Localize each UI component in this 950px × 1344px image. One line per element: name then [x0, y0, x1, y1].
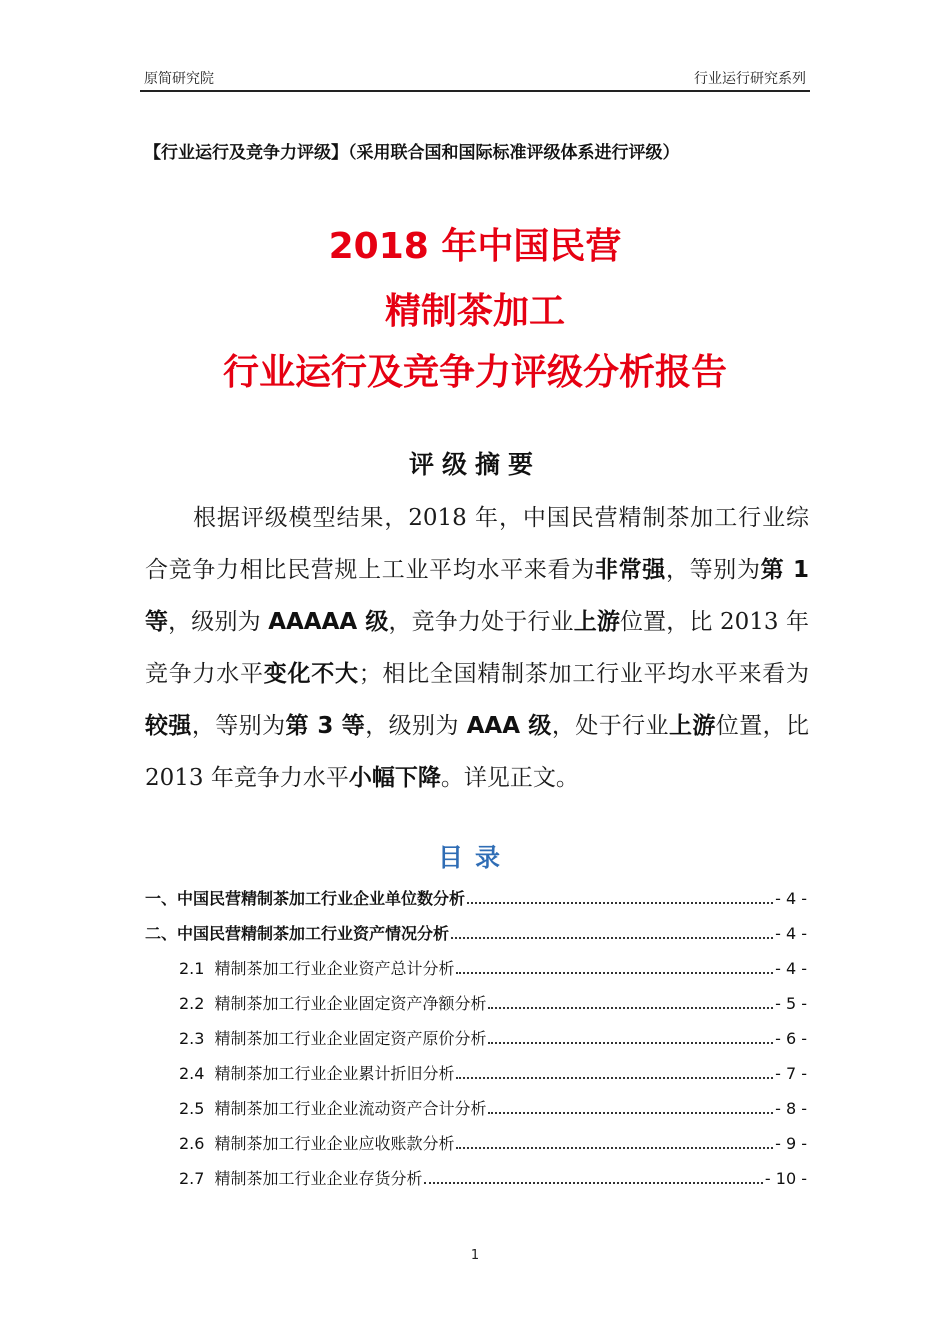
toc-entry-title: 精制茶加工行业企业固定资产净额分析	[214, 994, 487, 1013]
toc-dot-leader	[467, 901, 773, 904]
summary-text: ，级别为	[168, 609, 269, 635]
toc-entry[interactable]	[145, 991, 807, 1026]
toc-dot-leader	[488, 1111, 773, 1114]
toc-dot-leader	[488, 1041, 773, 1044]
summary-highlight: 上游	[668, 713, 716, 739]
summary-text: 位置，比 2013 年竞争力水平	[145, 713, 810, 791]
toc-entry-page: - 8 -	[775, 1099, 807, 1118]
toc-entry-title: 一、中国民营精制茶加工行业企业单位数分析	[145, 889, 466, 908]
table-of-contents	[145, 886, 807, 1201]
toc-entry[interactable]	[145, 921, 807, 956]
toc-entry[interactable]	[145, 1131, 807, 1166]
summary-highlight: 变化不大	[263, 661, 359, 687]
summary-highlight: AAAAA 级	[268, 609, 389, 635]
report-title-line-1: 2018 年中国民营	[328, 226, 622, 267]
summary-text: ，等别为	[665, 557, 761, 583]
summary-highlight: 第 3 等	[285, 713, 366, 739]
summary-text: ，竞争力处于行业	[388, 609, 574, 635]
toc-dot-leader	[456, 1146, 773, 1149]
summary-text: 。详见正文。	[440, 765, 579, 791]
toc-entry-number: 2.1	[179, 959, 205, 978]
toc-entry-number: 2.3	[179, 1029, 205, 1048]
toc-entry-page: - 9 -	[775, 1134, 807, 1153]
summary-highlight: 上游	[573, 609, 620, 635]
toc-entry-page: - 4 -	[775, 889, 807, 908]
rating-note: 【行业运行及竞争力评级】（采用联合国和国际标准评级体系进行评级）	[144, 143, 680, 163]
toc-entry-number: 2.5	[179, 1099, 205, 1118]
summary-text: ，级别为	[365, 713, 467, 739]
toc-entry-page: - 4 -	[775, 959, 807, 978]
toc-dot-leader	[488, 1006, 773, 1009]
report-title-line-3: 行业运行及竞争力评级分析报告	[222, 352, 727, 393]
summary-highlight: 非常强	[594, 557, 666, 583]
toc-entry-title: 精制茶加工行业企业流动资产合计分析	[214, 1099, 487, 1118]
toc-entry-title: 二、中国民营精制茶加工行业资产情况分析	[145, 924, 450, 943]
toc-entry-number: 2.6	[179, 1134, 205, 1153]
toc-dot-leader	[456, 1076, 773, 1079]
toc-entry[interactable]	[145, 1096, 807, 1131]
summary-highlight: 较强	[145, 713, 192, 739]
toc-entry-title: 精制茶加工行业企业资产总计分析	[214, 959, 455, 978]
toc-entry[interactable]	[145, 1061, 807, 1096]
summary-text: 位置，比 2013 年竞争力水平	[145, 609, 810, 687]
page-header	[144, 68, 806, 90]
summary-text: 根据评级模型结果，2018 年，中国民营精制茶加工行业综合竞争力相比民营规上工业平均水平来看为	[145, 505, 809, 583]
summary-highlight: 第 1 等	[145, 557, 810, 635]
summary-text: ；相比全国精制茶加工行业平均水平来看为	[358, 661, 810, 687]
summary-paragraph	[145, 492, 809, 804]
toc-entry-title: 精制茶加工行业企业应收账款分析	[214, 1134, 455, 1153]
toc-entry-number: 2.7	[179, 1169, 205, 1188]
toc-entry-page: - 6 -	[775, 1029, 807, 1048]
toc-entry-page: - 5 -	[775, 994, 807, 1013]
toc-entry[interactable]	[145, 956, 807, 991]
toc-dot-leader	[424, 1181, 762, 1184]
toc-entry-page: - 10 -	[764, 1169, 807, 1188]
toc-entry-title: 精制茶加工行业企业存货分析	[214, 1169, 423, 1188]
toc-entry-page: - 7 -	[775, 1064, 807, 1083]
toc-entry[interactable]	[145, 886, 807, 921]
toc-entry-number: 2.2	[179, 994, 205, 1013]
summary-highlight: AAA 级	[466, 713, 552, 739]
summary-text: ，处于行业	[551, 713, 669, 739]
summary-text: ，等别为	[191, 713, 286, 739]
toc-entry-page: - 4 -	[775, 924, 807, 943]
summary-highlight: 小幅下降	[348, 765, 441, 791]
toc-entry[interactable]	[145, 1026, 807, 1061]
toc-entry[interactable]	[145, 1166, 807, 1201]
header-org-name: 原简研究院	[144, 71, 214, 87]
header-series-name: 行业运行研究系列	[694, 71, 806, 87]
toc-entry-title: 精制茶加工行业企业累计折旧分析	[214, 1064, 455, 1083]
toc-dot-leader	[451, 936, 773, 939]
toc-entry-number: 2.4	[179, 1064, 205, 1083]
page-number: 1	[470, 1248, 480, 1263]
summary-heading: 评级摘要	[408, 450, 541, 479]
toc-entry-title: 精制茶加工行业企业固定资产原价分析	[214, 1029, 487, 1048]
toc-heading: 目录	[437, 843, 512, 872]
header-divider	[140, 90, 810, 92]
toc-dot-leader	[456, 971, 773, 974]
report-title-line-2: 精制茶加工	[384, 291, 565, 332]
